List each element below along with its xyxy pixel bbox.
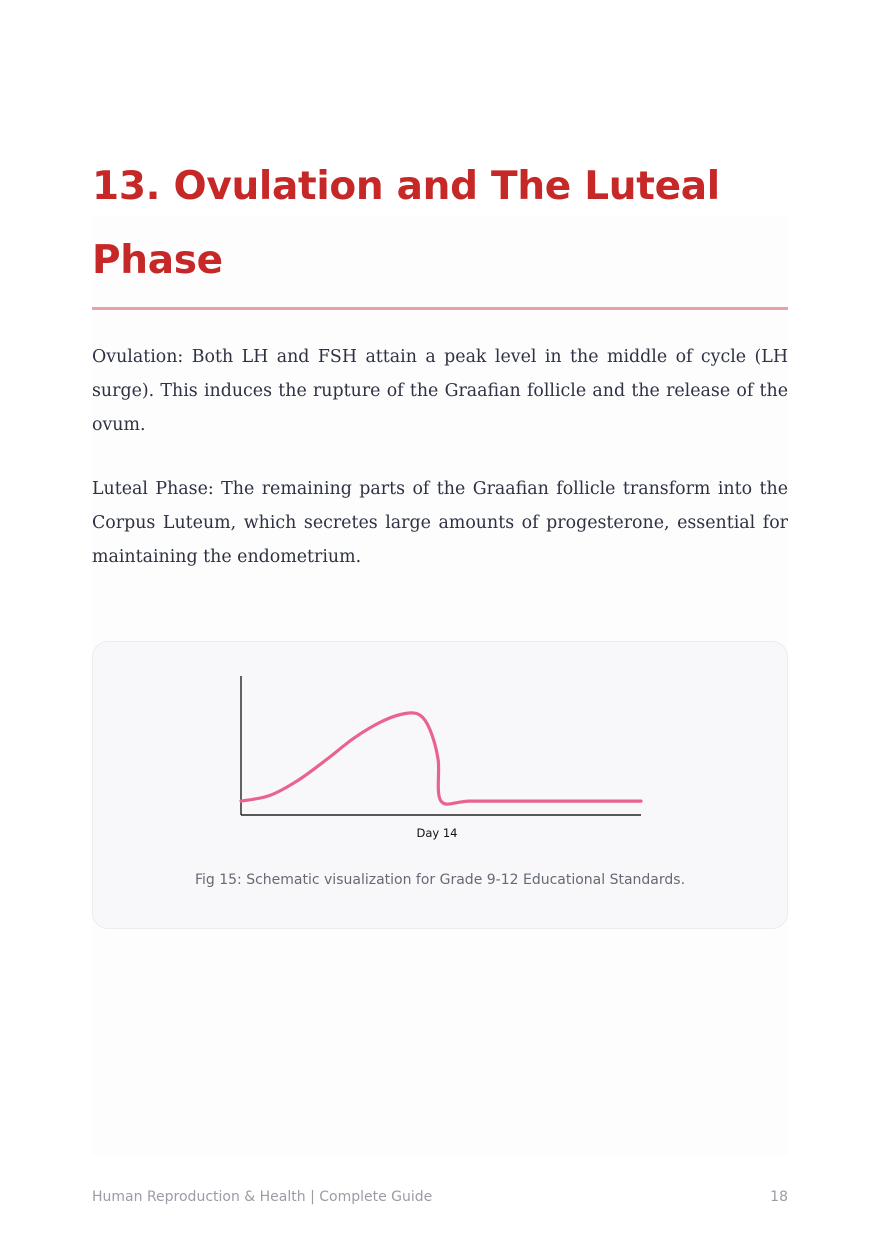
x-tick-label-day-14: Day 14 (416, 826, 458, 840)
hormone-chart (93, 642, 787, 862)
paragraph-ovulation: Ovulation: Both LH and FSH attain a peak level in the middle of cycle (LH surge). This induces the rupture of the Graafian follicle and the release of the ovum. (92, 347, 788, 435)
lh-surge-curve (241, 713, 641, 804)
title-divider (92, 307, 788, 310)
page-title: 13. Ovulation and The Luteal Phase (92, 164, 720, 283)
figure-panel (92, 641, 788, 929)
paragraph-luteal-phase: Luteal Phase: The remaining parts of the Graafian follicle transform into the Corpus Luteum, which secretes large amounts of progesterone, essential for maintaining the endometrium. (92, 479, 788, 567)
figure-caption: Fig 15: Schematic visualization for Grade 9-12 Educational Standards. (194, 872, 686, 888)
footer-guide-title: Human Reproduction & Health | Complete Guide (92, 1189, 433, 1205)
page-number: 18 (770, 1189, 788, 1205)
